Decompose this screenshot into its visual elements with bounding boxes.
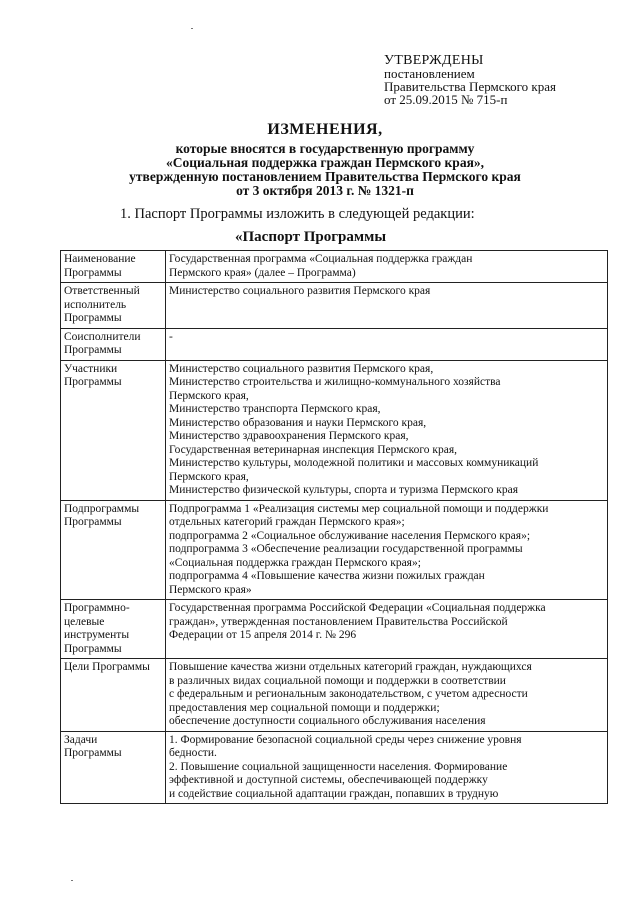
- row-value-line: бедности.: [169, 747, 217, 759]
- row-value-line: отдельных категорий граждан Пермского края»;: [169, 516, 405, 528]
- row-value-line: Пермского края»: [169, 583, 252, 596]
- row-value-line: подпрограмма 4 «Повышение качества жизни пожилых граждан: [169, 570, 485, 582]
- row-value-line: подпрограмма 3 «Обеспечение реализации государственной программы: [169, 543, 523, 555]
- row-value: [166, 283, 608, 329]
- row-value: [166, 328, 608, 360]
- row-value-line: -: [169, 330, 173, 343]
- approval-title: УТВЕРЖДЕНЫ: [384, 53, 484, 68]
- row-value-line: граждан», утвержденная постановлением Правительства Российской: [169, 615, 508, 628]
- passport-table: [60, 250, 608, 804]
- row-value-line: Министерство строительства и жилищно-коммунального хозяйства: [169, 376, 501, 388]
- row-label-line: Наименование: [64, 253, 136, 265]
- row-value: [166, 731, 608, 804]
- row-label: [61, 659, 166, 732]
- title-main: ИЗМЕНЕНИЯ,: [267, 121, 383, 138]
- row-label-line: Соисполнители: [64, 330, 141, 343]
- row-label: [61, 731, 166, 804]
- row-value-line: Федерации от 15 апреля 2014 г. № 296: [169, 629, 357, 641]
- row-value: [166, 360, 608, 500]
- table-row: [61, 360, 608, 500]
- row-label-line: Задачи: [64, 733, 98, 746]
- title-line-4: от 3 октября 2013 г. № 1321-п: [236, 183, 414, 198]
- approval-line-4: от 25.09.2015 № 715-п: [384, 92, 508, 107]
- row-value-line: Министерство социального развития Пермского края: [169, 285, 431, 297]
- row-label-line: Программно-: [64, 602, 130, 614]
- row-value: [166, 500, 608, 600]
- row-value-line: Государственная программа «Социальная поддержка граждан: [169, 253, 473, 265]
- row-value-line: эффективной и доступной системы, обеспечивающей поддержку: [169, 774, 488, 786]
- table-row: [61, 283, 608, 329]
- item-1-text: 1. Паспорт Программы изложить в следующей редакции:: [120, 206, 475, 222]
- row-value-line: предоставления мер социальной помощи и поддержки;: [169, 701, 440, 714]
- row-label-line: Ответственный: [64, 285, 140, 297]
- scan-speck: [191, 28, 193, 29]
- row-label: [61, 283, 166, 329]
- table-row: [61, 251, 608, 283]
- row-value-line: Повышение качества жизни отдельных категорий граждан, нуждающихся: [169, 661, 532, 673]
- row-value-line: Министерство здравоохранения Пермского края,: [169, 430, 409, 442]
- document-title: [120, 120, 530, 198]
- row-label: [61, 500, 166, 600]
- row-value-line: Пермского края,: [169, 389, 249, 402]
- row-value: [166, 659, 608, 732]
- row-label-line: Программы: [64, 516, 122, 528]
- passport-title: «Паспорт Программы: [235, 229, 387, 245]
- row-label-line: Цели Программы: [64, 661, 150, 673]
- title-line-1: которые вносятся в государственную программу: [175, 141, 475, 156]
- row-value-line: в различных видах социальной помощи и поддержки в соответствии: [169, 674, 506, 687]
- approval-line-2: постановлением: [384, 66, 475, 81]
- row-label-line: Программы: [64, 312, 122, 324]
- title-line-3: утвержденную постановлением Правительства Пермского края: [129, 169, 521, 184]
- title-line-2: «Социальная поддержка граждан Пермского края»,: [165, 155, 484, 170]
- approval-line-3: Правительства Пермского края: [384, 79, 556, 94]
- row-value-line: Подпрограмма 1 «Реализация системы мер социальной помощи и поддержки: [169, 502, 549, 515]
- row-value-line: Министерство социального развития Пермского края,: [169, 362, 434, 375]
- row-value-line: Министерство транспорта Пермского края,: [169, 403, 381, 415]
- row-value-line: Пермского края,: [169, 470, 249, 483]
- row-value: [166, 600, 608, 659]
- approval-stamp: [384, 54, 556, 106]
- row-label-line: инструменты: [64, 629, 130, 641]
- row-value-line: «Социальная поддержка граждан Пермского края»;: [169, 556, 421, 569]
- row-value-line: Государственная ветеринарная инспекция Пермского края,: [169, 443, 457, 456]
- row-value-line: 1. Формирование безопасной социальной среды через снижение уровня: [169, 733, 522, 746]
- row-label-line: Программы: [64, 747, 122, 759]
- row-value-line: Государственная программа Российской Федерации «Социальная поддержка: [169, 602, 546, 614]
- table-row: [61, 600, 608, 659]
- row-label: [61, 251, 166, 283]
- row-value-line: 2. Повышение социальной защищенности населения. Формирование: [169, 760, 508, 773]
- scan-speck: [71, 880, 73, 881]
- table-row: [61, 328, 608, 360]
- row-label-line: Участники: [64, 362, 118, 375]
- row-label: [61, 600, 166, 659]
- row-label-line: Программы: [64, 376, 122, 388]
- row-label: [61, 328, 166, 360]
- row-label-line: Программы: [64, 266, 122, 279]
- row-value-line: подпрограмма 2 «Социальное обслуживание населения Пермского края»;: [169, 529, 531, 542]
- row-value-line: Министерство образования и науки Пермского края,: [169, 416, 427, 429]
- row-label-line: Подпрограммы: [64, 502, 140, 515]
- table-row: [61, 659, 608, 732]
- row-value-line: и содействие социальной адаптации граждан, попавших в трудную: [169, 787, 499, 800]
- row-value-line: обеспечение доступности социального обслуживания населения: [169, 715, 486, 727]
- table-row: [61, 500, 608, 600]
- row-label-line: Программы: [64, 642, 122, 655]
- row-label: [61, 360, 166, 500]
- row-value-line: Министерство физической культуры, спорта и туризма Пермского края: [169, 484, 518, 496]
- row-label-line: Программы: [64, 344, 122, 356]
- row-value-line: Пермского края» (далее – Программа): [169, 266, 356, 279]
- row-value: [166, 251, 608, 283]
- table-row: [61, 731, 608, 804]
- row-value-line: Министерство культуры, молодежной политики и массовых коммуникаций: [169, 457, 539, 469]
- row-label-line: исполнитель: [64, 298, 127, 311]
- row-value-line: с федеральным и региональным законодательством, с учетом адресности: [169, 688, 528, 700]
- row-label-line: целевые: [64, 615, 105, 628]
